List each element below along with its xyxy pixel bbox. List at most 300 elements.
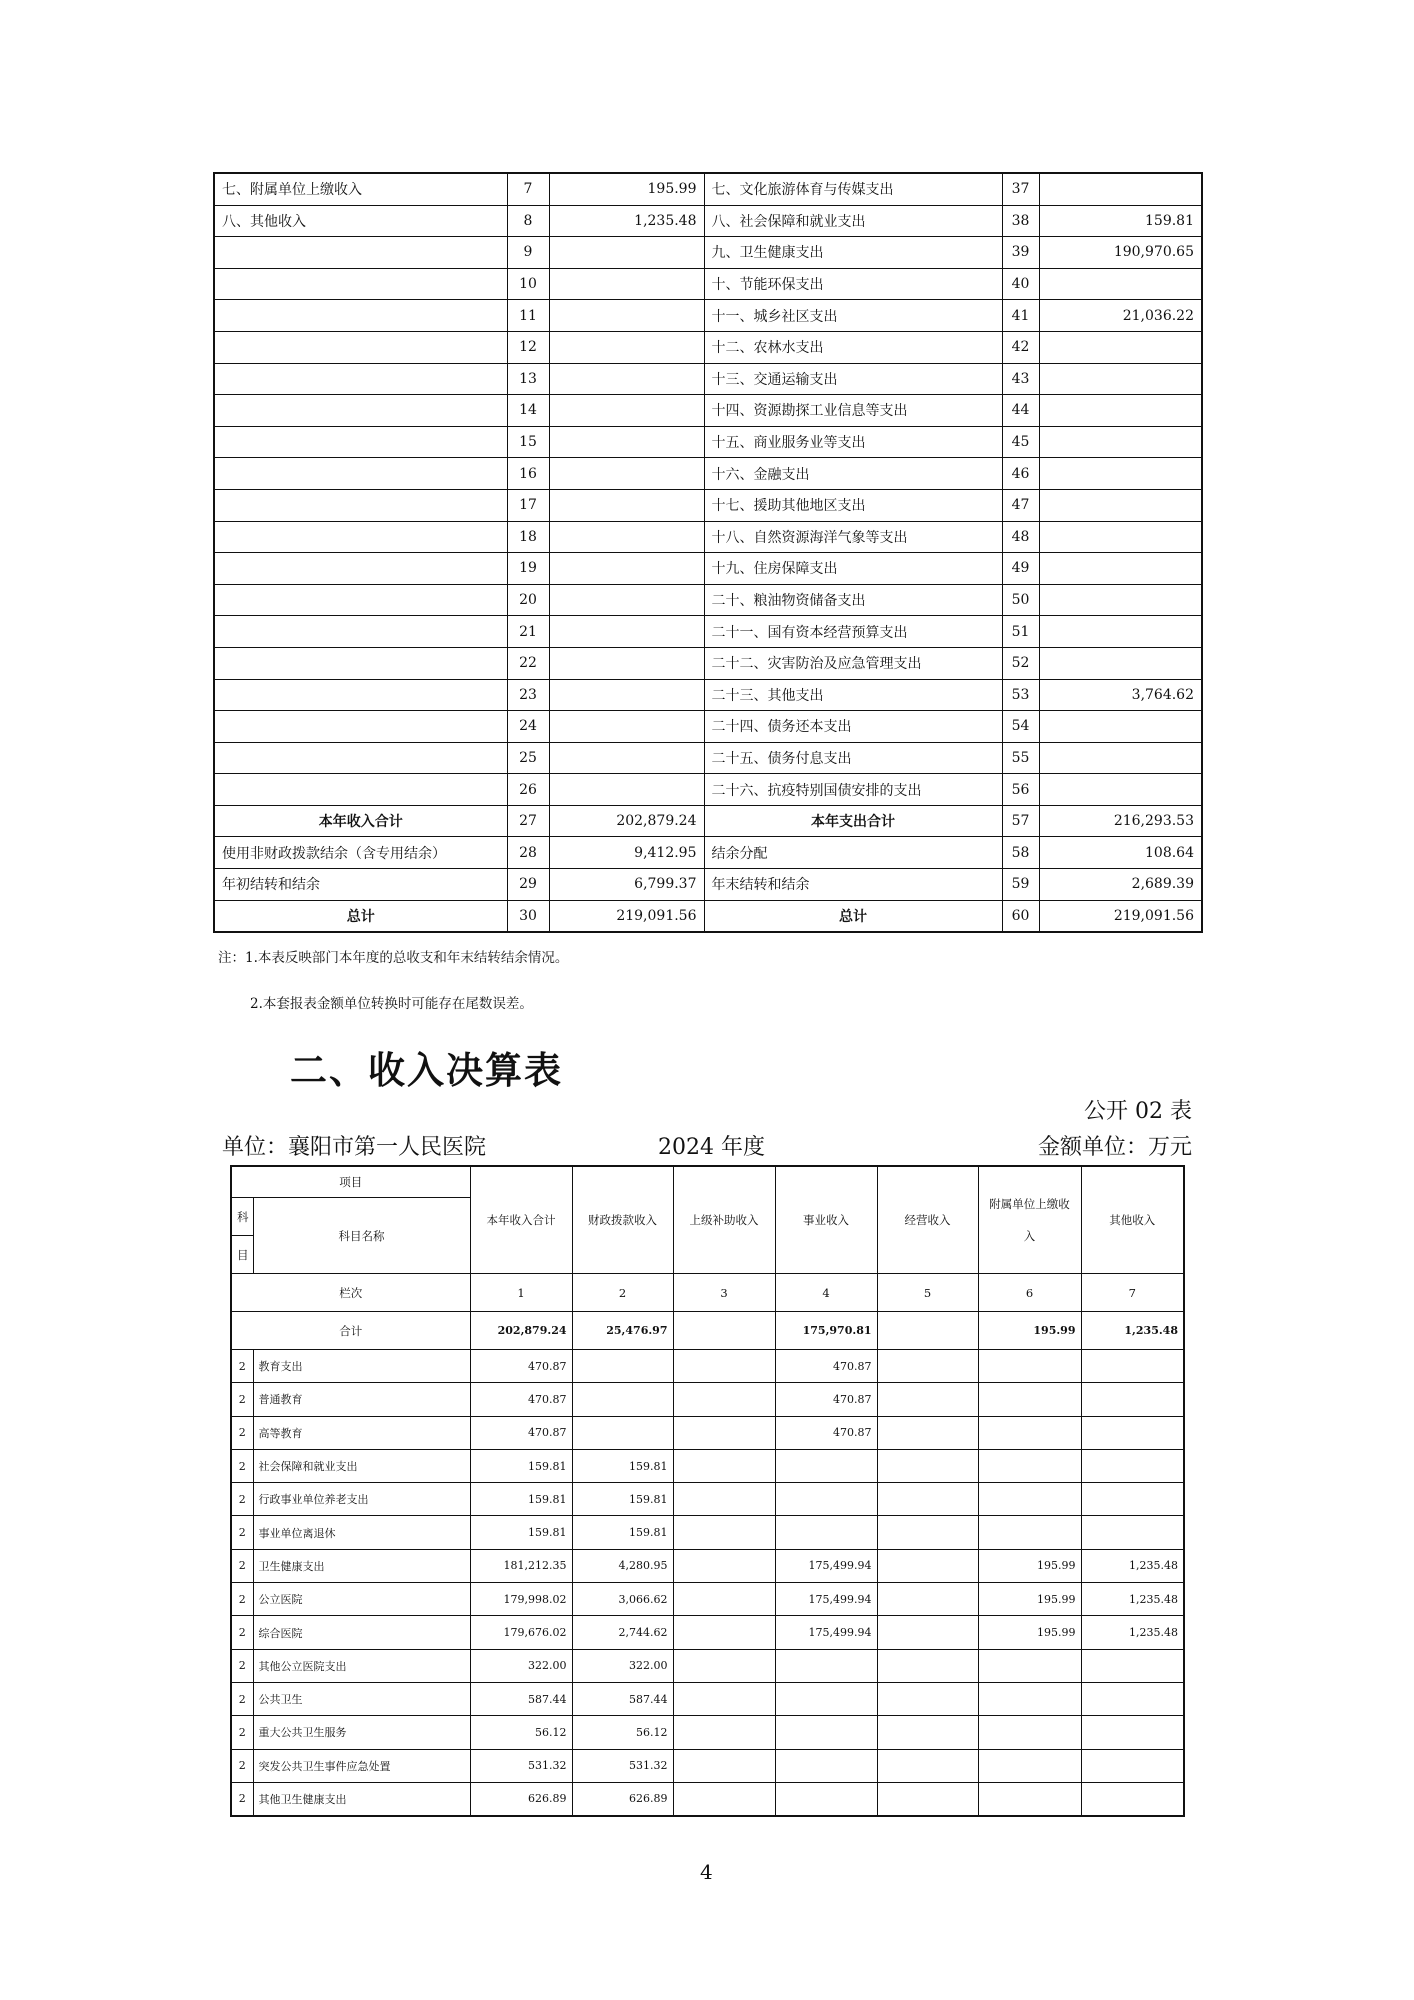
income-seq: 15 <box>507 426 549 458</box>
income-value-col-3 <box>673 1649 775 1682</box>
expense-amount: 190,970.65 <box>1039 237 1202 269</box>
income-value-col-2: 322.00 <box>572 1649 673 1682</box>
income-item-label: 使用非财政拨款结余（含专用结余） <box>214 837 507 869</box>
income-value-col-3 <box>673 1416 775 1449</box>
table-row <box>214 711 1202 743</box>
expense-amount: 3,764.62 <box>1039 679 1202 711</box>
expense-seq: 58 <box>1002 837 1039 869</box>
expense-item-label: 十七、援助其他地区支出 <box>704 489 1002 521</box>
expense-item-label: 七、文化旅游体育与传媒支出 <box>704 173 1002 205</box>
expense-seq: 57 <box>1002 805 1039 837</box>
reporting-unit: 单位：襄阳市第一人民医院 <box>222 1135 487 1160</box>
income-seq: 24 <box>507 711 549 743</box>
section-title: 二、收入决算表 <box>290 1049 563 1092</box>
expense-item-label: 二十五、债务付息支出 <box>704 742 1002 774</box>
income-value-col-5 <box>877 1516 978 1549</box>
income-seq: 7 <box>507 173 549 205</box>
expense-item-label: 八、社会保障和就业支出 <box>704 205 1002 237</box>
subject-code: 2 <box>231 1449 253 1482</box>
total-value-7: 1,235.48 <box>1081 1312 1184 1350</box>
income-seq: 23 <box>507 679 549 711</box>
income-value-col-7 <box>1081 1682 1184 1715</box>
total-label: 合计 <box>231 1312 470 1350</box>
income-item-label <box>214 458 507 490</box>
income-amount <box>549 300 704 332</box>
subject-name: 普通教育 <box>253 1383 470 1416</box>
income-value-col-3 <box>673 1549 775 1582</box>
table-row <box>214 300 1202 332</box>
expense-seq: 42 <box>1002 331 1039 363</box>
subject-code: 2 <box>231 1782 253 1815</box>
income-amount <box>549 679 704 711</box>
income-value-col-6 <box>978 1383 1081 1416</box>
subject-code: 2 <box>231 1749 253 1782</box>
expense-amount <box>1039 268 1202 300</box>
form-number: 公开 02 表 <box>1084 1099 1192 1124</box>
col-index-3: 3 <box>673 1274 775 1312</box>
subject-code: 2 <box>231 1616 253 1649</box>
subject-code: 2 <box>231 1682 253 1715</box>
expense-amount <box>1039 647 1202 679</box>
income-value-col-1: 181,212.35 <box>470 1549 572 1582</box>
expense-seq: 43 <box>1002 363 1039 395</box>
income-value-col-1: 470.87 <box>470 1383 572 1416</box>
table-row <box>214 237 1202 269</box>
income-final-accounts-table <box>230 1165 1185 1817</box>
income-item-label <box>214 395 507 427</box>
income-item-label: 本年收入合计 <box>214 805 507 837</box>
income-value-col-7: 1,235.48 <box>1081 1583 1184 1616</box>
income-value-col-5 <box>877 1383 978 1416</box>
subject-code: 2 <box>231 1716 253 1749</box>
expense-seq: 38 <box>1002 205 1039 237</box>
income-seq: 19 <box>507 553 549 585</box>
expense-item-label: 十九、住房保障支出 <box>704 553 1002 585</box>
income-value-col-6: 195.99 <box>978 1583 1081 1616</box>
expense-seq: 37 <box>1002 173 1039 205</box>
expense-seq: 50 <box>1002 584 1039 616</box>
income-value-col-4 <box>775 1682 877 1715</box>
income-item-label <box>214 616 507 648</box>
expense-amount <box>1039 173 1202 205</box>
income-value-col-4 <box>775 1749 877 1782</box>
expense-item-label: 结余分配 <box>704 837 1002 869</box>
table-row <box>231 1350 1184 1383</box>
expense-item-label: 十、节能环保支出 <box>704 268 1002 300</box>
income-seq: 18 <box>507 521 549 553</box>
income-value-col-1: 470.87 <box>470 1350 572 1383</box>
col-index-2: 2 <box>572 1274 673 1312</box>
income-value-col-6 <box>978 1649 1081 1682</box>
income-amount <box>549 553 704 585</box>
income-value-col-2: 531.32 <box>572 1749 673 1782</box>
income-seq: 10 <box>507 268 549 300</box>
subject-code: 2 <box>231 1350 253 1383</box>
income-value-col-7 <box>1081 1716 1184 1749</box>
expense-seq: 55 <box>1002 742 1039 774</box>
subject-code: 2 <box>231 1383 253 1416</box>
income-value-col-5 <box>877 1682 978 1715</box>
income-item-label: 七、附属单位上缴收入 <box>214 173 507 205</box>
expense-seq: 47 <box>1002 489 1039 521</box>
expense-item-label: 十六、金融支出 <box>704 458 1002 490</box>
header-ke: 科 <box>231 1198 253 1236</box>
income-amount <box>549 521 704 553</box>
table-row <box>214 774 1202 806</box>
table-row <box>214 268 1202 300</box>
income-value-col-7 <box>1081 1449 1184 1482</box>
income-value-col-5 <box>877 1549 978 1582</box>
income-value-col-7 <box>1081 1483 1184 1516</box>
expense-seq: 48 <box>1002 521 1039 553</box>
subject-name: 公共卫生 <box>253 1682 470 1715</box>
income-amount <box>549 268 704 300</box>
expense-amount <box>1039 521 1202 553</box>
expense-item-label: 十四、资源勘探工业信息等支出 <box>704 395 1002 427</box>
table-row <box>231 1483 1184 1516</box>
income-value-col-1: 159.81 <box>470 1516 572 1549</box>
subject-name: 行政事业单位养老支出 <box>253 1483 470 1516</box>
income-value-col-7 <box>1081 1516 1184 1549</box>
income-seq: 27 <box>507 805 549 837</box>
subject-name: 突发公共卫生事件应急处置 <box>253 1749 470 1782</box>
income-value-col-3 <box>673 1350 775 1383</box>
col-index-4: 4 <box>775 1274 877 1312</box>
col-index-1: 1 <box>470 1274 572 1312</box>
income-value-col-4 <box>775 1649 877 1682</box>
income-value-col-6 <box>978 1749 1081 1782</box>
income-seq: 14 <box>507 395 549 427</box>
total-value-1: 202,879.24 <box>470 1312 572 1350</box>
summary-table-body <box>214 173 1202 932</box>
table-row <box>214 616 1202 648</box>
expense-amount <box>1039 553 1202 585</box>
income-value-col-3 <box>673 1583 775 1616</box>
income-value-col-1: 159.81 <box>470 1449 572 1482</box>
income-value-col-3 <box>673 1383 775 1416</box>
expense-amount <box>1039 395 1202 427</box>
expense-amount <box>1039 426 1202 458</box>
income-value-col-2: 159.81 <box>572 1483 673 1516</box>
table-row <box>214 331 1202 363</box>
income-value-col-4 <box>775 1449 877 1482</box>
expense-seq: 52 <box>1002 647 1039 679</box>
table-row <box>231 1383 1184 1416</box>
income-value-col-3 <box>673 1749 775 1782</box>
income-value-col-2: 587.44 <box>572 1682 673 1715</box>
income-item-label <box>214 647 507 679</box>
table-row <box>214 205 1202 237</box>
income-value-col-7 <box>1081 1649 1184 1682</box>
income-item-label <box>214 426 507 458</box>
income-amount <box>549 331 704 363</box>
income-amount <box>549 458 704 490</box>
income-seq: 29 <box>507 869 549 901</box>
income-value-col-6: 195.99 <box>978 1616 1081 1649</box>
expense-amount: 159.81 <box>1039 205 1202 237</box>
table-row <box>231 1616 1184 1649</box>
income-amount <box>549 711 704 743</box>
page-number: 4 <box>700 1860 713 1884</box>
income-amount <box>549 647 704 679</box>
income-value-col-4: 175,499.94 <box>775 1549 877 1582</box>
table-row <box>231 1583 1184 1616</box>
income-seq: 25 <box>507 742 549 774</box>
expense-item-label: 二十、粮油物资储备支出 <box>704 584 1002 616</box>
subject-name: 事业单位离退休 <box>253 1516 470 1549</box>
expense-seq: 41 <box>1002 300 1039 332</box>
expense-amount: 21,036.22 <box>1039 300 1202 332</box>
income-value-col-4: 175,499.94 <box>775 1583 877 1616</box>
income-value-col-5 <box>877 1416 978 1449</box>
subject-name: 教育支出 <box>253 1350 470 1383</box>
subject-code: 2 <box>231 1549 253 1582</box>
header-mu: 目 <box>231 1236 253 1274</box>
expense-item-label: 九、卫生健康支出 <box>704 237 1002 269</box>
income-value-col-4 <box>775 1716 877 1749</box>
income-amount: 9,412.95 <box>549 837 704 869</box>
income-amount <box>549 426 704 458</box>
income-seq: 12 <box>507 331 549 363</box>
income-amount <box>549 774 704 806</box>
income-value-col-6 <box>978 1449 1081 1482</box>
total-value-2: 25,476.97 <box>572 1312 673 1350</box>
income-item-label <box>214 237 507 269</box>
income-value-col-2 <box>572 1383 673 1416</box>
income-seq: 11 <box>507 300 549 332</box>
income-item-label <box>214 331 507 363</box>
income-value-col-7 <box>1081 1350 1184 1383</box>
income-value-col-4: 470.87 <box>775 1350 877 1383</box>
expense-item-label: 二十一、国有资本经营预算支出 <box>704 616 1002 648</box>
fiscal-year: 2024 年度 <box>658 1135 765 1160</box>
expense-seq: 56 <box>1002 774 1039 806</box>
subject-name: 综合医院 <box>253 1616 470 1649</box>
income-value-col-6 <box>978 1516 1081 1549</box>
income-seq: 20 <box>507 584 549 616</box>
income-value-col-5 <box>877 1616 978 1649</box>
table-row <box>214 647 1202 679</box>
income-value-col-7 <box>1081 1416 1184 1449</box>
income-value-col-1: 179,676.02 <box>470 1616 572 1649</box>
unit-line <box>222 1130 1192 1162</box>
income-item-label <box>214 268 507 300</box>
expense-amount <box>1039 489 1202 521</box>
income-value-col-5 <box>877 1350 978 1383</box>
table-row <box>231 1649 1184 1682</box>
col-index-6: 6 <box>978 1274 1081 1312</box>
subject-name: 高等教育 <box>253 1416 470 1449</box>
expense-item-label: 十一、城乡社区支出 <box>704 300 1002 332</box>
income-value-col-7 <box>1081 1749 1184 1782</box>
income-value-col-5 <box>877 1583 978 1616</box>
income-item-label <box>214 489 507 521</box>
income-value-col-2: 56.12 <box>572 1716 673 1749</box>
income-value-col-2: 626.89 <box>572 1782 673 1815</box>
income-amount <box>549 616 704 648</box>
total-value-5 <box>877 1312 978 1350</box>
header-col-6-line1: 附属单位上缴收 <box>989 1197 1070 1211</box>
income-value-col-6 <box>978 1483 1081 1516</box>
income-value-col-3 <box>673 1483 775 1516</box>
income-value-col-3 <box>673 1782 775 1815</box>
income-item-label <box>214 363 507 395</box>
subject-name: 重大公共卫生服务 <box>253 1716 470 1749</box>
expense-seq: 60 <box>1002 900 1039 932</box>
income-value-col-4: 470.87 <box>775 1416 877 1449</box>
expense-seq: 53 <box>1002 679 1039 711</box>
expense-item-label: 十二、农林水支出 <box>704 331 1002 363</box>
income-seq: 13 <box>507 363 549 395</box>
table-row <box>231 1516 1184 1549</box>
income-value-col-5 <box>877 1716 978 1749</box>
income-value-col-5 <box>877 1749 978 1782</box>
income-amount <box>549 489 704 521</box>
header-col-6 <box>978 1166 1081 1274</box>
income-item-label <box>214 774 507 806</box>
expense-seq: 44 <box>1002 395 1039 427</box>
income-value-col-4: 175,499.94 <box>775 1616 877 1649</box>
income-value-col-7 <box>1081 1383 1184 1416</box>
subject-name: 其他公立医院支出 <box>253 1649 470 1682</box>
header-col-3: 上级补助收入 <box>673 1166 775 1274</box>
income-seq: 22 <box>507 647 549 679</box>
header-col-4: 事业收入 <box>775 1166 877 1274</box>
income-seq: 28 <box>507 837 549 869</box>
table-row <box>214 363 1202 395</box>
income-value-col-2: 159.81 <box>572 1516 673 1549</box>
expense-item-label: 十三、交通运输支出 <box>704 363 1002 395</box>
subject-code: 2 <box>231 1649 253 1682</box>
table-row <box>214 837 1202 869</box>
expense-item-label: 二十四、债务还本支出 <box>704 711 1002 743</box>
total-value-4: 175,970.81 <box>775 1312 877 1350</box>
table-row <box>231 1549 1184 1582</box>
income-value-col-6 <box>978 1782 1081 1815</box>
total-value-6: 195.99 <box>978 1312 1081 1350</box>
income-amount <box>549 363 704 395</box>
income-table-body <box>231 1350 1184 1816</box>
income-value-col-6: 195.99 <box>978 1549 1081 1582</box>
subject-name: 卫生健康支出 <box>253 1549 470 1582</box>
income-value-col-3 <box>673 1516 775 1549</box>
expense-amount: 108.64 <box>1039 837 1202 869</box>
income-value-col-4 <box>775 1483 877 1516</box>
amount-unit: 金额单位：万元 <box>1037 1135 1192 1160</box>
expense-seq: 54 <box>1002 711 1039 743</box>
income-value-col-4 <box>775 1782 877 1815</box>
table-row <box>231 1416 1184 1449</box>
expense-item-label: 二十二、灾害防治及应急管理支出 <box>704 647 1002 679</box>
income-value-col-7: 1,235.48 <box>1081 1549 1184 1582</box>
expense-item-label: 年末结转和结余 <box>704 869 1002 901</box>
expense-item-label: 十八、自然资源海洋气象等支出 <box>704 521 1002 553</box>
income-value-col-3 <box>673 1716 775 1749</box>
expense-amount <box>1039 742 1202 774</box>
expense-seq: 51 <box>1002 616 1039 648</box>
expense-amount: 2,689.39 <box>1039 869 1202 901</box>
header-col-6-line2: 入 <box>1023 1229 1036 1243</box>
income-seq: 26 <box>507 774 549 806</box>
income-value-col-3 <box>673 1616 775 1649</box>
income-value-col-4: 470.87 <box>775 1383 877 1416</box>
income-value-col-2 <box>572 1350 673 1383</box>
header-col-1: 本年收入合计 <box>470 1166 572 1274</box>
subject-code: 2 <box>231 1416 253 1449</box>
expense-amount <box>1039 458 1202 490</box>
table-note-2: 2.本套报表金额单位转换时可能存在尾数误差。 <box>250 996 533 1012</box>
expense-amount <box>1039 584 1202 616</box>
income-amount: 219,091.56 <box>549 900 704 932</box>
income-value-col-1: 531.32 <box>470 1749 572 1782</box>
row-index-label: 栏次 <box>231 1274 470 1312</box>
expense-amount <box>1039 774 1202 806</box>
header-col-7: 其他收入 <box>1081 1166 1184 1274</box>
income-item-label: 八、其他收入 <box>214 205 507 237</box>
expense-amount <box>1039 711 1202 743</box>
table-row <box>231 1716 1184 1749</box>
table-row <box>214 553 1202 585</box>
income-value-col-5 <box>877 1483 978 1516</box>
table-row <box>214 900 1202 932</box>
income-seq: 30 <box>507 900 549 932</box>
table-row <box>231 1682 1184 1715</box>
expense-seq: 39 <box>1002 237 1039 269</box>
header-item: 项目 <box>231 1166 470 1198</box>
col-index-5: 5 <box>877 1274 978 1312</box>
income-amount: 202,879.24 <box>549 805 704 837</box>
table-row <box>231 1449 1184 1482</box>
expense-seq: 46 <box>1002 458 1039 490</box>
income-value-col-2 <box>572 1416 673 1449</box>
income-value-col-2: 2,744.62 <box>572 1616 673 1649</box>
income-value-col-2: 159.81 <box>572 1449 673 1482</box>
table-row <box>214 584 1202 616</box>
table-row <box>231 1782 1184 1815</box>
income-item-label <box>214 300 507 332</box>
income-value-col-1: 179,998.02 <box>470 1583 572 1616</box>
expense-seq: 45 <box>1002 426 1039 458</box>
income-value-col-1: 56.12 <box>470 1716 572 1749</box>
header-subject-name: 科目名称 <box>253 1198 470 1274</box>
income-value-col-5 <box>877 1649 978 1682</box>
income-value-col-3 <box>673 1449 775 1482</box>
table-row <box>214 489 1202 521</box>
table-row <box>214 679 1202 711</box>
income-value-col-6 <box>978 1682 1081 1715</box>
income-item-label <box>214 679 507 711</box>
income-seq: 17 <box>507 489 549 521</box>
income-value-col-2: 4,280.95 <box>572 1549 673 1582</box>
expense-item-label: 十五、商业服务业等支出 <box>704 426 1002 458</box>
subject-code: 2 <box>231 1516 253 1549</box>
subject-name: 社会保障和就业支出 <box>253 1449 470 1482</box>
income-value-col-1: 470.87 <box>470 1416 572 1449</box>
table-row <box>214 869 1202 901</box>
income-value-col-7: 1,235.48 <box>1081 1616 1184 1649</box>
col-index-7: 7 <box>1081 1274 1184 1312</box>
income-value-col-4 <box>775 1516 877 1549</box>
expense-item-label: 本年支出合计 <box>704 805 1002 837</box>
income-value-col-6 <box>978 1716 1081 1749</box>
income-value-col-5 <box>877 1449 978 1482</box>
income-value-col-1: 322.00 <box>470 1649 572 1682</box>
income-value-col-1: 587.44 <box>470 1682 572 1715</box>
income-amount: 195.99 <box>549 173 704 205</box>
income-seq: 8 <box>507 205 549 237</box>
expense-amount <box>1039 363 1202 395</box>
subject-code: 2 <box>231 1483 253 1516</box>
